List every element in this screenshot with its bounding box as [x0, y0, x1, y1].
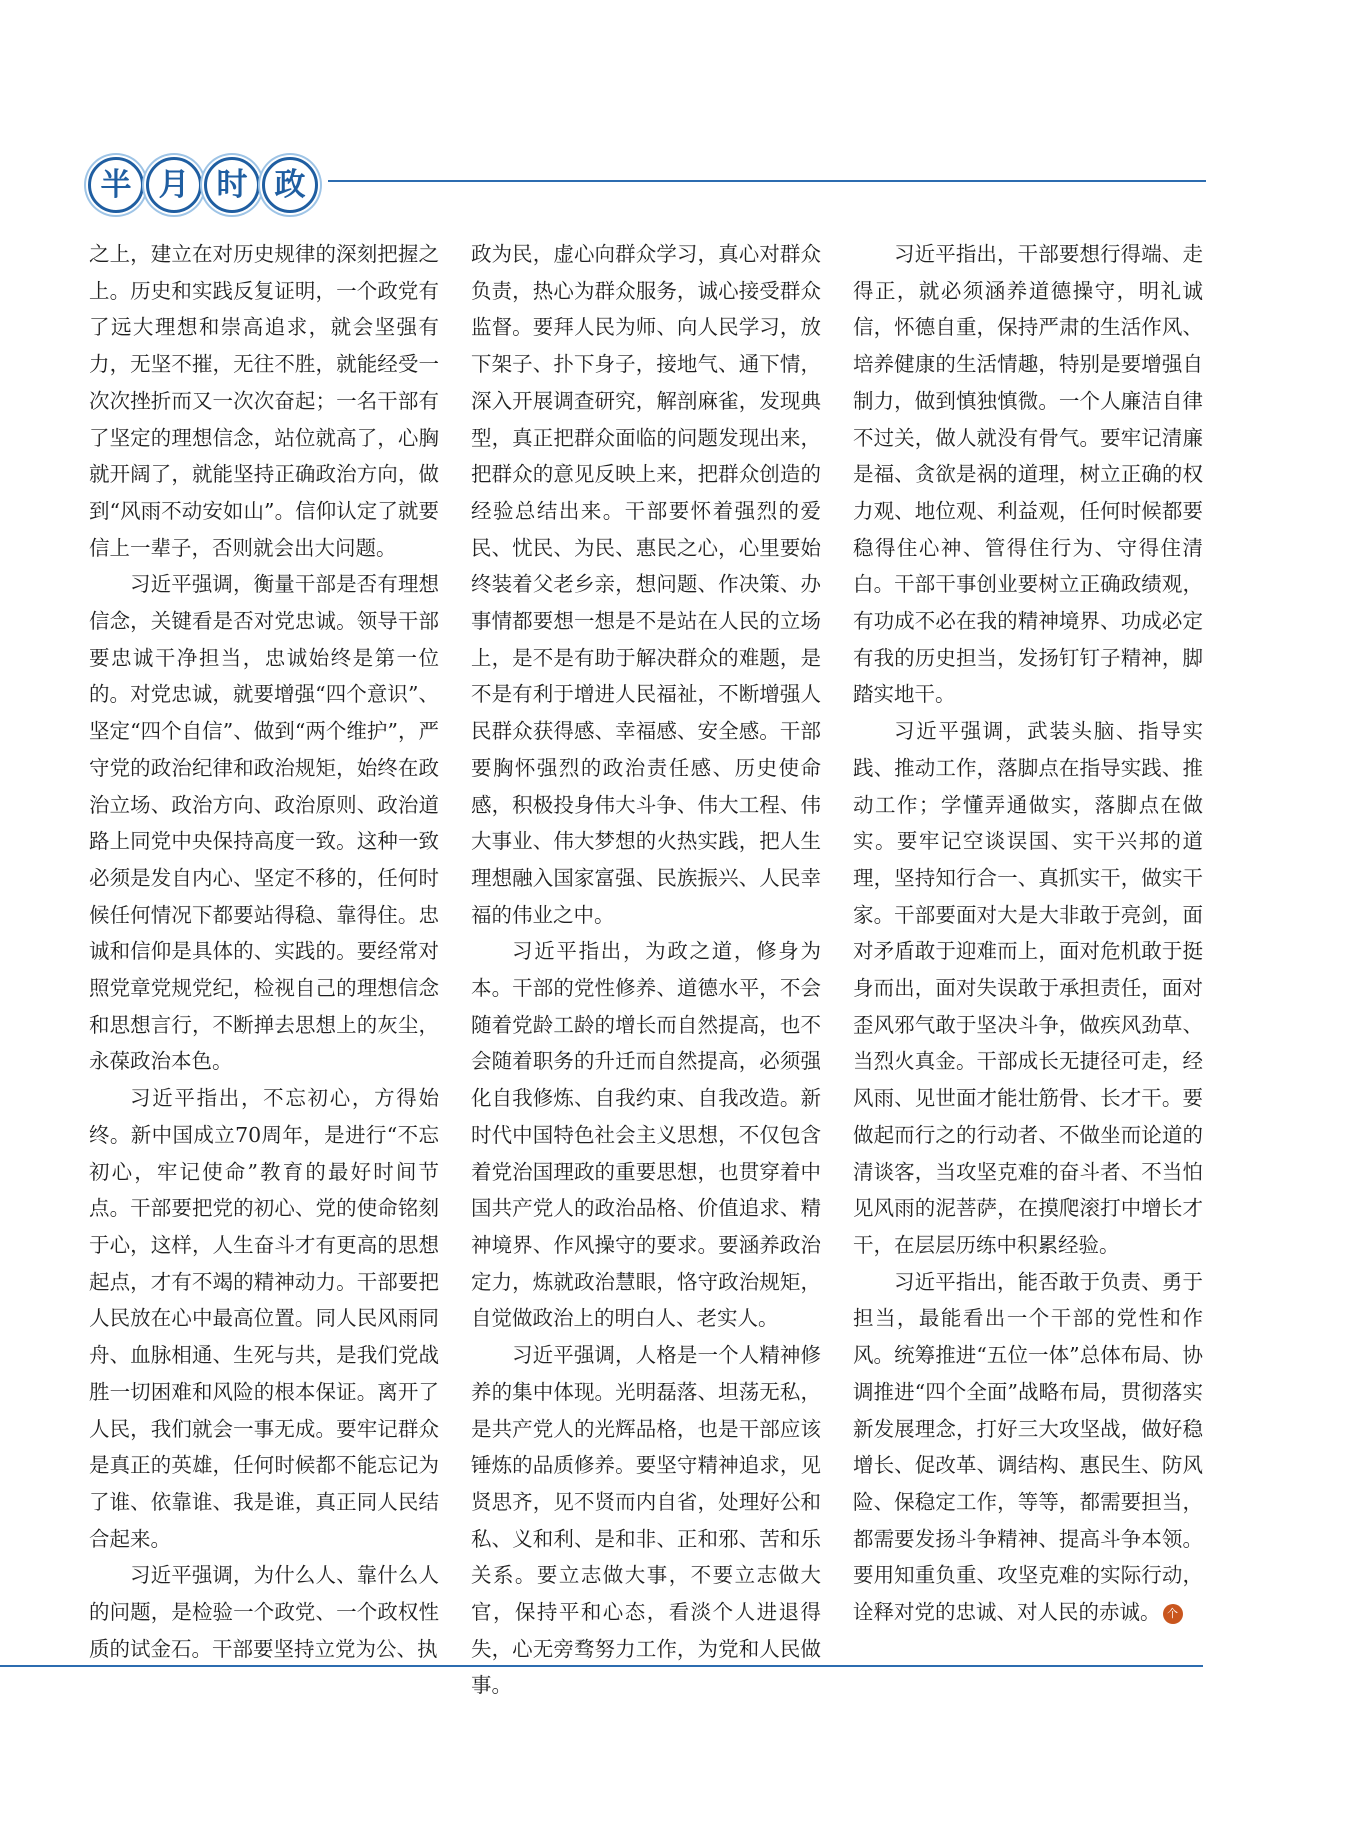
end-of-article-icon: 个 — [1163, 1604, 1183, 1624]
paragraph: 之上，建立在对历史规律的深刻把握之上。历史和实践反复证明，一个政党有了远大理想和崇高追求，就会坚强有力，无坚不摧，无往不胜，就能经受一次次挫折而又一次次奋起；一名干部有了坚定的理想信念，站位就高了，心胸就开阔了，就能坚持正确政治方向，做到“风雨不动安如山”。信仰认定了就要信上一辈子，否则就会出大问题。 — [89, 242, 439, 560]
header-char-badge: 半 — [88, 157, 144, 213]
section-header — [88, 153, 1206, 213]
header-char-badge: 政 — [262, 157, 318, 213]
text-column-3 — [853, 236, 1203, 1631]
paragraph — [853, 1264, 1203, 1631]
paragraph: 习近平指出，不忘初心，方得始终。新中国成立70周年，是进行“不忘初心，牢记使命”教育的最好时间节点。干部要把党的初心、党的使命铭刻于心，这样，人生奋斗才有更高的思想起点，才有不竭的精神动力。干部要把人民放在心中最高位置。同人民风雨同舟、血脉相通、生死与共，是我们党战胜一切困难和风险的根本保证。离开了人民，我们就会一事无成。要牢记群众是真正的英雄，任何时候都不能忘记为了谁、依靠谁、我是谁，真正同人民结合起来。 — [89, 1086, 439, 1551]
text-column-1 — [89, 236, 439, 1667]
header-rule — [328, 180, 1206, 182]
paragraph: 习近平强调，武装头脑、指导实践、推动工作，落脚点在指导实践、推动工作；学懂弄通做实，落脚点在做实。要牢记空谈误国、实干兴邦的道理，坚持知行合一、真抓实干，做实干家。干部要面对大是大非敢于亮剑，面对矛盾敢于迎难而上，面对危机敢于挺身而出，面对失误敢于承担责任，面对歪风邪气敢于坚决斗争，做疾风劲草、当烈火真金。干部成长无捷径可走，经风雨、见世面才能壮筋骨、长才干。要做起而行之的行动者、不做坐而论道的清谈客，当攻坚克难的奋斗者、不当怕见风雨的泥菩萨，在摸爬滚打中增长才干，在层层历练中积累经验。 — [853, 719, 1203, 1257]
paragraph-text: 习近平指出，能否敢于负责、勇于担当，最能看出一个干部的党性和作风。统筹推进“五位一体”总体布局、协调推进“四个全面”战略布局，贯彻落实新发展理念，打好三大攻坚战，做好稳增长、促改革、调结构、惠民生、防风险、保稳定工作，等等，都需要担当，都需要发扬斗争精神、提高斗争本领。要用知重负重、攻坚克难的实际行动，诠释对党的忠诚、对人民的赤诚。 — [853, 1269, 1203, 1625]
header-char-badge: 月 — [146, 157, 202, 213]
paragraph: 习近平强调，为什么人、靠什么人的问题，是检验一个政党、一个政权性质的试金石。干部要坚持立党为公、执 — [89, 1563, 439, 1661]
paragraph: 习近平强调，衡量干部是否有理想信念，关键看是否对党忠诚。领导干部要忠诚干净担当，忠诚始终是第一位的。对党忠诚，就要增强“四个意识”、坚定“四个自信”、做到“两个维护”，严守党的政治纪律和政治规矩，始终在政治立场、政治方向、政治原则、政治道路上同党中央保持高度一致。这种一致必须是发自内心、坚定不移的，任何时候任何情况下都要站得稳、靠得住。忠诚和信仰是具体的、实践的。要经常对照党章党规党纪，检视自己的理想信念和思想言行，不断掸去思想上的灰尘，永葆政治本色。 — [89, 572, 439, 1074]
paragraph: 政为民，虚心向群众学习，真心对群众负责，热心为群众服务，诚心接受群众监督。要拜人民为师、向人民学习，放下架子、扑下身子，接地气、通下情，深入开展调查研究，解剖麻雀，发现典型，真正把群众面临的问题发现出来，把群众的意见反映上来，把群众创造的经验总结出来。干部要怀着强烈的爱民、忧民、为民、惠民之心，心里要始终装着父老乡亲，想问题、作决策、办事情都要想一想是不是站在人民的立场上，是不是有助于解决群众的难题，是不是有利于增进人民福祉，不断增强人民群众获得感、幸福感、安全感。干部要胸怀强烈的政治责任感、历史使命感，积极投身伟大斗争、伟大工程、伟大事业、伟大梦想的火热实践，把人生理想融入国家富强、民族振兴、人民幸福的伟业之中。 — [471, 242, 821, 927]
paragraph: 习近平强调，人格是一个人精神修养的集中体现。光明磊落、坦荡无私，是共产党人的光辉品格，也是干部应该锤炼的品质修养。要坚守精神追求，见贤思齐，见不贤而内自省，处理好公和私、义和利、是和非、正和邪、苦和乐关系。要立志做大事，不要立志做大官，保持平和心态，看淡个人进退得失，心无旁骛努力工作，为党和人民做事。 — [471, 1343, 821, 1698]
footer-rule — [0, 1665, 1203, 1667]
header-char-badge: 时 — [204, 157, 260, 213]
paragraph: 习近平指出，干部要想行得端、走得正，就必须涵养道德操守，明礼诚信，怀德自重，保持严肃的生活作风、培养健康的生活情趣，特别是要增强自制力，做到慎独慎微。一个人廉洁自律不过关，做人就没有骨气。要牢记清廉是福、贪欲是祸的道理，树立正确的权力观、地位观、利益观，任何时候都要稳得住心神、管得住行为、守得住清白。干部干事创业要树立正确政绩观，有功成不必在我的精神境界、功成必定有我的历史担当，发扬钉钉子精神，脚踏实地干。 — [853, 242, 1203, 707]
text-column-2 — [471, 236, 821, 1704]
paragraph: 习近平指出，为政之道，修身为本。干部的党性修养、道德水平，不会随着党龄工龄的增长而自然提高，也不会随着职务的升迁而自然提高，必须强化自我修炼、自我约束、自我改造。新时代中国特色社会主义思想，不仅包含着党治国理政的重要思想，也贯穿着中国共产党人的政治品格、价值追求、精神境界、作风操守的要求。要涵养政治定力，炼就政治慧眼，恪守政治规矩，自觉做政治上的明白人、老实人。 — [471, 939, 821, 1331]
